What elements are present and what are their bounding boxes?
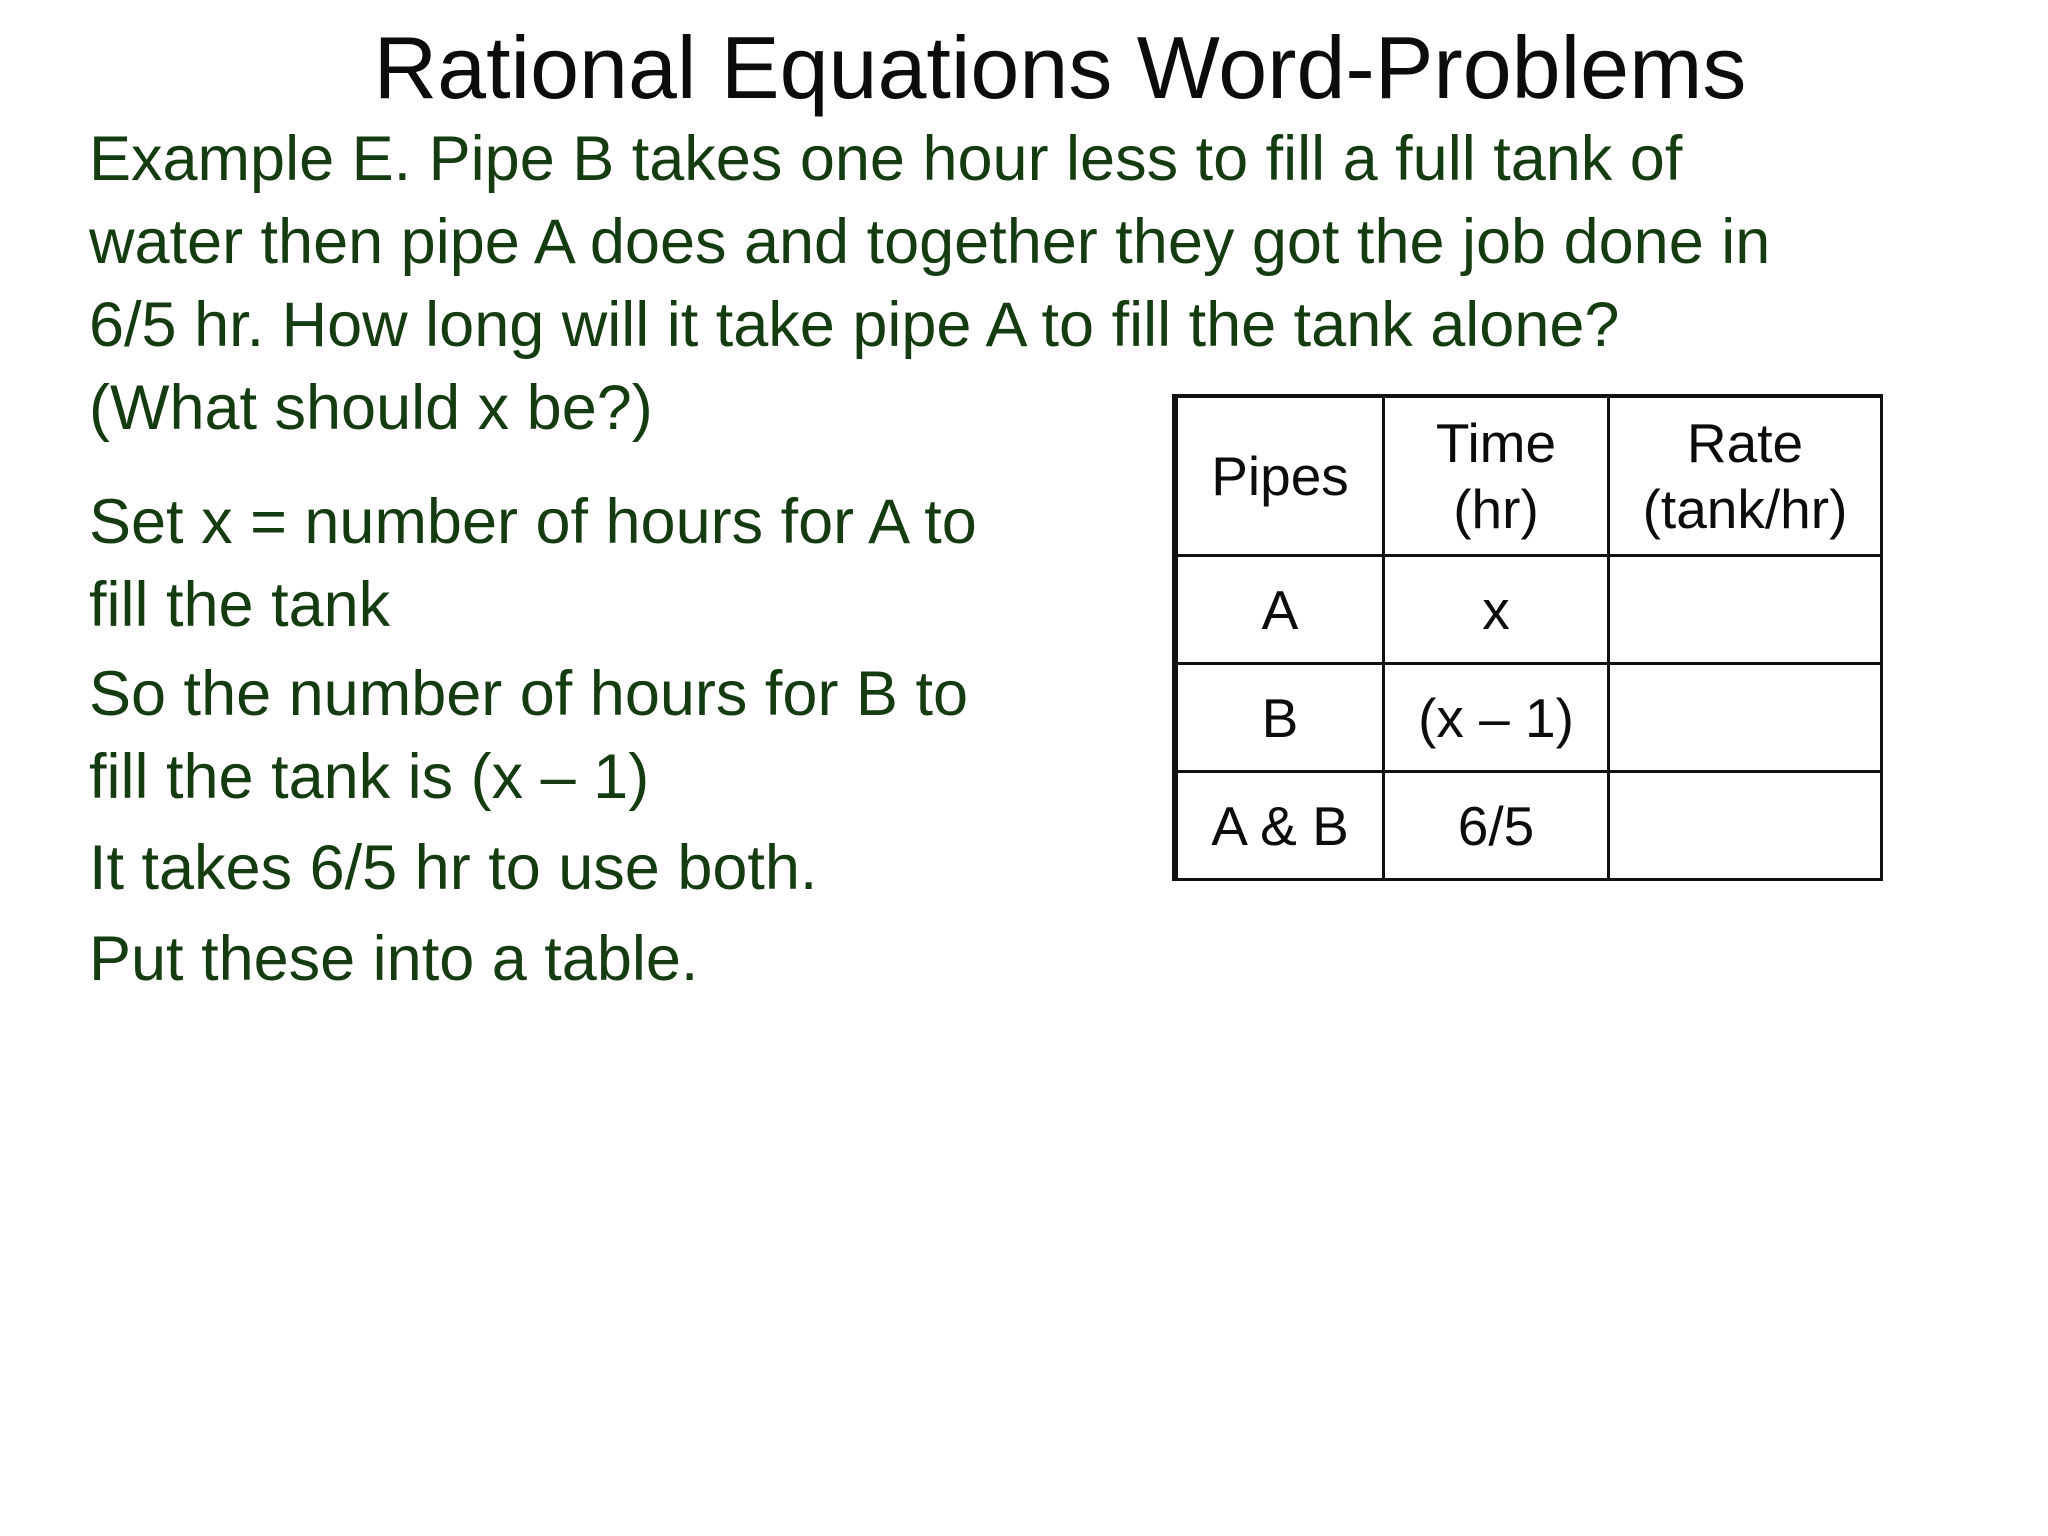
problem-line: 6/5 hr. How long will it take pipe A to fill the tank alone?: [89, 290, 1620, 360]
problem-line: water then pipe A does and together they got the job done in: [89, 207, 1771, 277]
cell-pipe: A: [1175, 556, 1384, 664]
cell-pipe: B: [1175, 664, 1384, 772]
step-line: So the number of hours for B to: [89, 659, 968, 729]
cell-rate: [1609, 664, 1882, 772]
step-line: Set x = number of hours for A to: [89, 487, 977, 557]
table-row: [1175, 556, 1882, 664]
step-line: fill the tank is (x – 1): [89, 742, 650, 812]
cell-time: 6/5: [1384, 772, 1609, 880]
cell-rate: [1609, 772, 1882, 880]
step-line: Put these into a table.: [89, 924, 699, 994]
table-row: [1175, 664, 1882, 772]
header-rate-unit: (tank/hr): [1642, 478, 1848, 540]
header-time-unit: (hr): [1453, 478, 1539, 540]
cell-pipe: A & B: [1175, 772, 1384, 880]
header-time: [1384, 396, 1609, 556]
cell-rate: [1609, 556, 1882, 664]
step-line: fill the tank: [89, 570, 391, 640]
table-row: [1175, 772, 1882, 880]
step-line: It takes 6/5 hr to use both.: [89, 833, 818, 903]
pipes-rate-table: [1172, 394, 1883, 881]
header-pipes-label: Pipes: [1211, 445, 1349, 507]
header-time-label: Time: [1435, 412, 1557, 474]
table-header-row: [1175, 396, 1882, 556]
problem-line: Example E. Pipe B takes one hour less to fill a full tank of: [89, 124, 1683, 194]
cell-time: x: [1384, 556, 1609, 664]
solution-steps: [89, 481, 1139, 1001]
problem-line: (What should x be?): [89, 373, 653, 443]
header-rate: [1609, 396, 1882, 556]
header-rate-label: Rate: [1686, 412, 1804, 474]
cell-time: (x – 1): [1384, 664, 1609, 772]
slide-title: Rational Equations Word-Problems: [373, 18, 1747, 117]
header-pipes: [1175, 396, 1384, 556]
